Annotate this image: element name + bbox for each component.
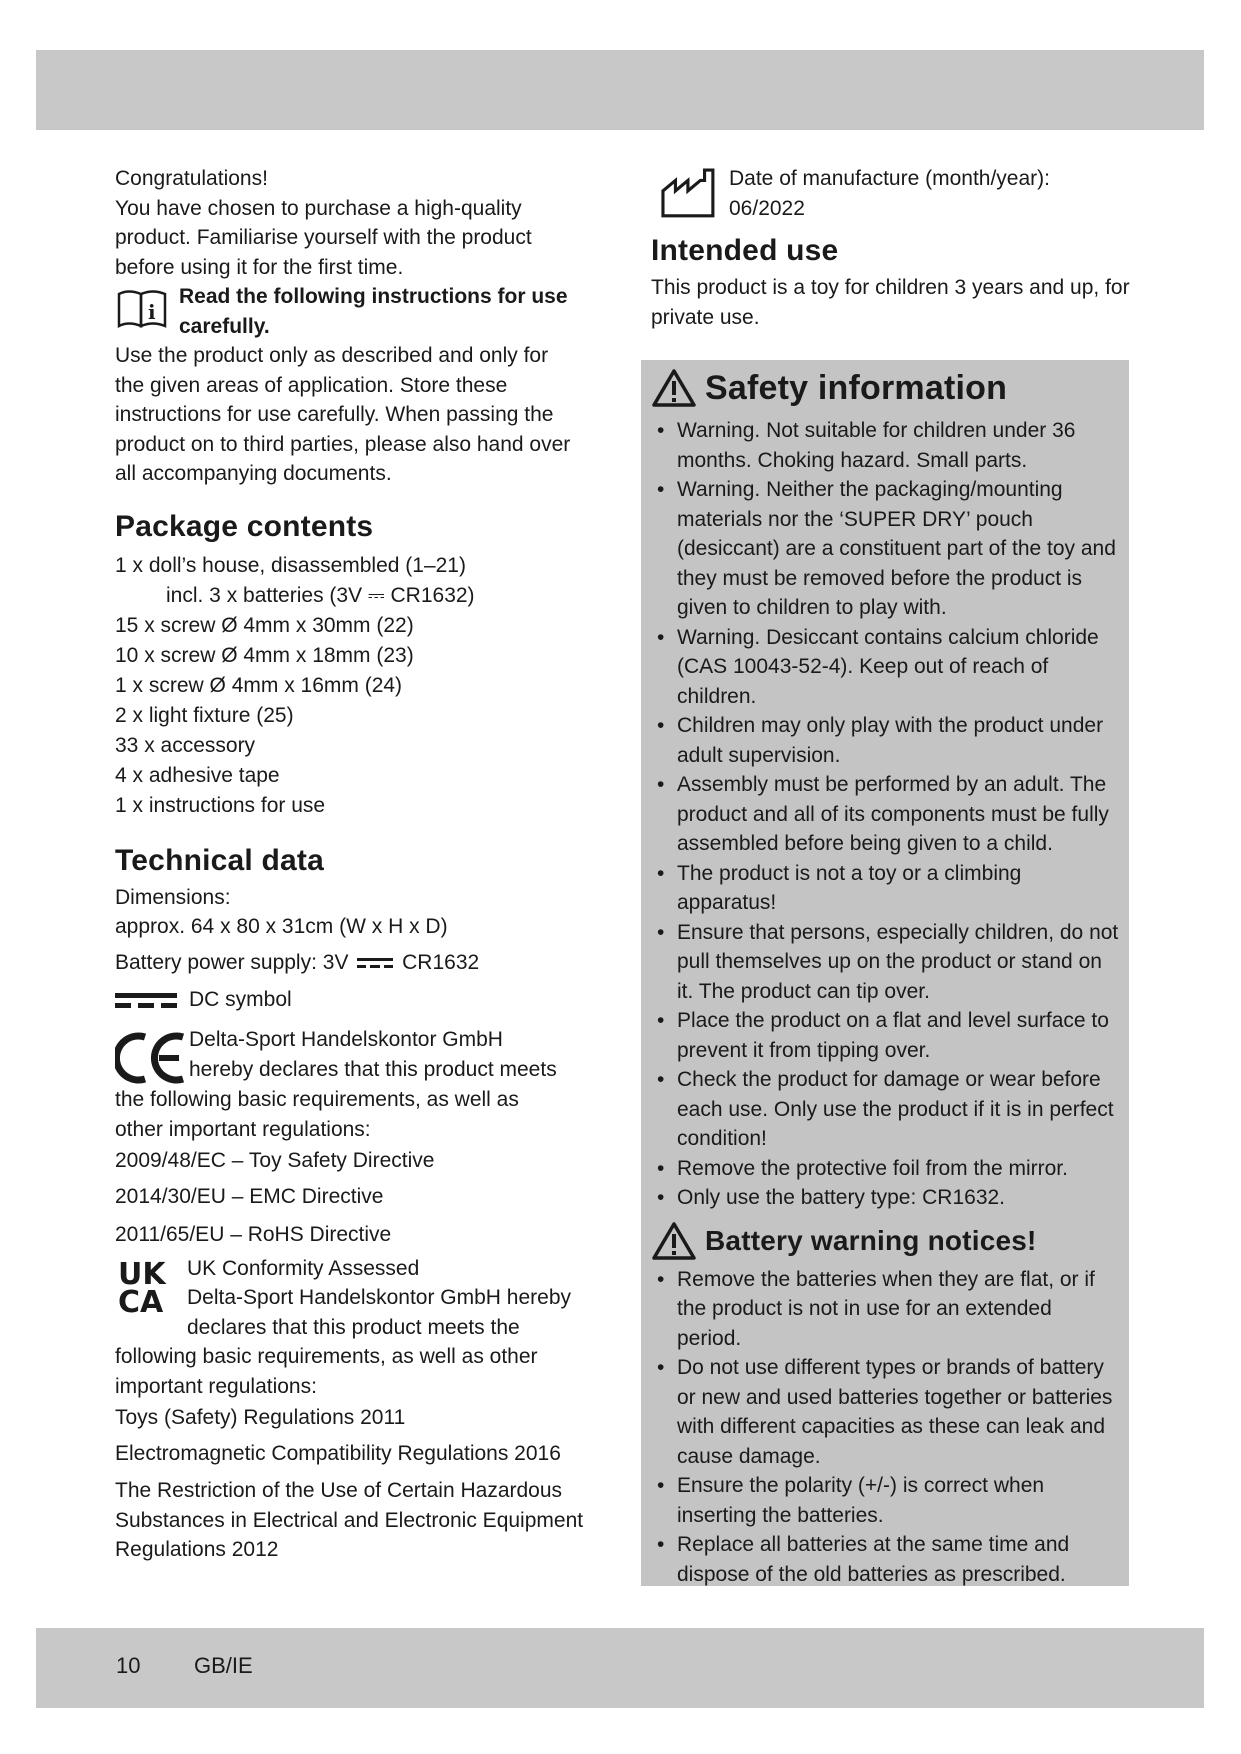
- list-item: • Place the product on a flat and level surface to prevent it from tipping over.: [651, 1006, 1121, 1065]
- list-item: 10 x screw Ø 4mm x 18mm (23): [115, 643, 414, 667]
- list-item: 4 x adhesive tape: [115, 763, 280, 787]
- read-instructions-text: Read the following instructions for use carefully.: [179, 285, 568, 338]
- dc-symbol-legend: [115, 981, 605, 1019]
- directive-toy-safety: 2009/48/EC – Toy Safety Directive: [115, 1149, 435, 1172]
- intended-use-heading: Intended use: [651, 234, 839, 267]
- package-contents-list: [115, 551, 605, 821]
- list-item: • Remove the protective foil from the mirror.: [651, 1154, 1121, 1184]
- dimensions-label: Dimensions:: [115, 885, 231, 909]
- list-item: • Check the product for damage or wear before each use. Only use the product if it is in perfect condition!: [651, 1065, 1121, 1154]
- left-column: [115, 164, 605, 1565]
- ukca-text-requirements: following basic requirements, as well as other important regulations:: [115, 1345, 538, 1398]
- ukca-text-assessed: UK Conformity Assessed: [187, 1256, 420, 1280]
- battery-supply-type: CR1632: [402, 950, 480, 974]
- ukca-declaration: [115, 1254, 605, 1343]
- manufacture-label: Date of manufacture (month/year):: [729, 167, 1050, 190]
- safety-information-heading: Safety information: [705, 369, 1008, 407]
- list-item: 2 x light fixture (25): [115, 703, 294, 727]
- list-item: • Only use the battery type: CR1632.: [651, 1183, 1121, 1213]
- ce-mark-icon: [115, 1029, 189, 1085]
- list-item: • Assembly must be performed by an adult. The product and all of its components must be fully assembled before being given to a child.: [651, 770, 1121, 859]
- safety-information-box: [641, 360, 1129, 1586]
- ukca-text-declares: declares that this product meets the: [187, 1315, 520, 1339]
- factory-icon: [651, 168, 729, 220]
- battery-list: [651, 1265, 1121, 1590]
- region-code: GB/IE: [194, 1653, 253, 1678]
- ce-text-declares: hereby declares that this product meets: [189, 1057, 557, 1081]
- usage-text: Use the product only as described and only for the given areas of application. Store these instructions for use carefully. When passing the product on to third parties, please also hand over all accompanying documents.: [115, 344, 571, 485]
- list-item: • Ensure that persons, especially children, do not pull themselves up on the product or stand on it. The product can tip over.: [651, 918, 1121, 1007]
- manufacture-date: [651, 164, 1131, 223]
- dc-symbol-label: DC symbol: [189, 988, 292, 1012]
- list-item: 1 x instructions for use: [115, 793, 326, 817]
- list-item: • Remove the batteries when they are flat, or if the product is not in use for an extended period.: [651, 1265, 1121, 1354]
- intro-text: You have chosen to purchase a high-quality product. Familiarise yourself with the product before using it for the first time.: [115, 196, 532, 279]
- dc-symbol-icon: [115, 991, 177, 1009]
- list-item: • Warning. Not suitable for children under 36 months. Choking hazard. Small parts.: [651, 416, 1121, 475]
- ukca-mark-icon: [115, 1258, 187, 1314]
- safety-heading-row: [651, 368, 1121, 408]
- battery-heading-row: [651, 1221, 1121, 1261]
- list-item: 15 x screw Ø 4mm x 30mm (22): [115, 613, 414, 637]
- warning-triangle-icon: [651, 1221, 697, 1261]
- book-info-icon: [115, 286, 169, 330]
- battery-supply: [115, 948, 605, 978]
- technical-data-heading: Technical data: [115, 843, 324, 877]
- regulation-emc: Electromagnetic Compatibility Regulations 2016: [115, 1441, 561, 1465]
- warning-triangle-icon: [651, 368, 697, 408]
- congratulations-text: Congratulations!: [115, 167, 268, 190]
- battery-warning-heading: Battery warning notices!: [705, 1224, 1037, 1256]
- intended-use-text: This product is a toy for children 3 years and up, for private use.: [651, 276, 1130, 329]
- page-number: 10: [116, 1653, 141, 1678]
- list-item: • Ensure the polarity (+/-) is correct when inserting the batteries.: [651, 1471, 1121, 1530]
- list-item: incl. 3 x batteries (3V ⎓ CR1632): [166, 583, 475, 607]
- list-item: • Warning. Desiccant contains calcium chloride (CAS 10043-52-4). Keep out of reach of children.: [651, 623, 1121, 712]
- regulation-rohs: The Restriction of the Use of Certain Hazardous Substances in Electrical and Electronic Equipment Regulations 2012: [115, 1479, 584, 1561]
- battery-supply-prefix: Battery power supply: 3V: [115, 950, 349, 974]
- footer-band: [36, 1628, 1204, 1708]
- list-item: • Children may only play with the product under adult supervision.: [651, 711, 1121, 770]
- ce-declaration: [115, 1025, 605, 1085]
- right-column: [651, 164, 1131, 332]
- svg-text:i: i: [148, 300, 156, 324]
- ce-text-requirements: the following basic requirements, as well as other important regulations:: [115, 1088, 519, 1141]
- directive-rohs: 2011/65/EU – RoHS Directive: [115, 1223, 392, 1246]
- regulation-toys: Toys (Safety) Regulations 2011: [115, 1406, 406, 1429]
- list-item: • Replace all batteries at the same time and dispose of the old batteries as prescribed.: [651, 1530, 1121, 1589]
- list-item: 1 x screw Ø 4mm x 16mm (24): [115, 673, 403, 697]
- list-item: 1 x doll’s house, disassembled (1–21): [115, 553, 466, 577]
- safety-list: [651, 416, 1121, 1213]
- manufacture-value: 06/2022: [729, 196, 805, 220]
- list-item: • Do not use different types or brands of battery or new and used batteries together or batteries with different capacities as these can leak and cause damage.: [651, 1353, 1121, 1471]
- read-instructions-notice: [115, 282, 605, 341]
- list-item: • The product is not a toy or a climbing apparatus!: [651, 859, 1121, 918]
- directive-emc: 2014/30/EU – EMC Directive: [115, 1184, 384, 1208]
- svg-text:UK: UK: [118, 1257, 166, 1292]
- dimensions-value: approx. 64 x 80 x 31cm (W x H x D): [115, 915, 448, 938]
- list-item: 33 x accessory: [115, 733, 256, 757]
- ce-text-company: Delta-Sport Handelskontor GmbH: [189, 1028, 503, 1051]
- svg-text:CA: CA: [118, 1284, 164, 1314]
- dc-symbol-icon: [356, 956, 394, 970]
- package-contents-heading: Package contents: [115, 509, 374, 543]
- list-item: • Warning. Neither the packaging/mounting materials nor the ‘SUPER DRY’ pouch (desiccant) are a constituent part of the toy and they must be removed before the product is given to children to play with.: [651, 475, 1121, 623]
- ukca-text-company: Delta-Sport Handelskontor GmbH hereby: [187, 1286, 572, 1309]
- header-band: [36, 50, 1204, 130]
